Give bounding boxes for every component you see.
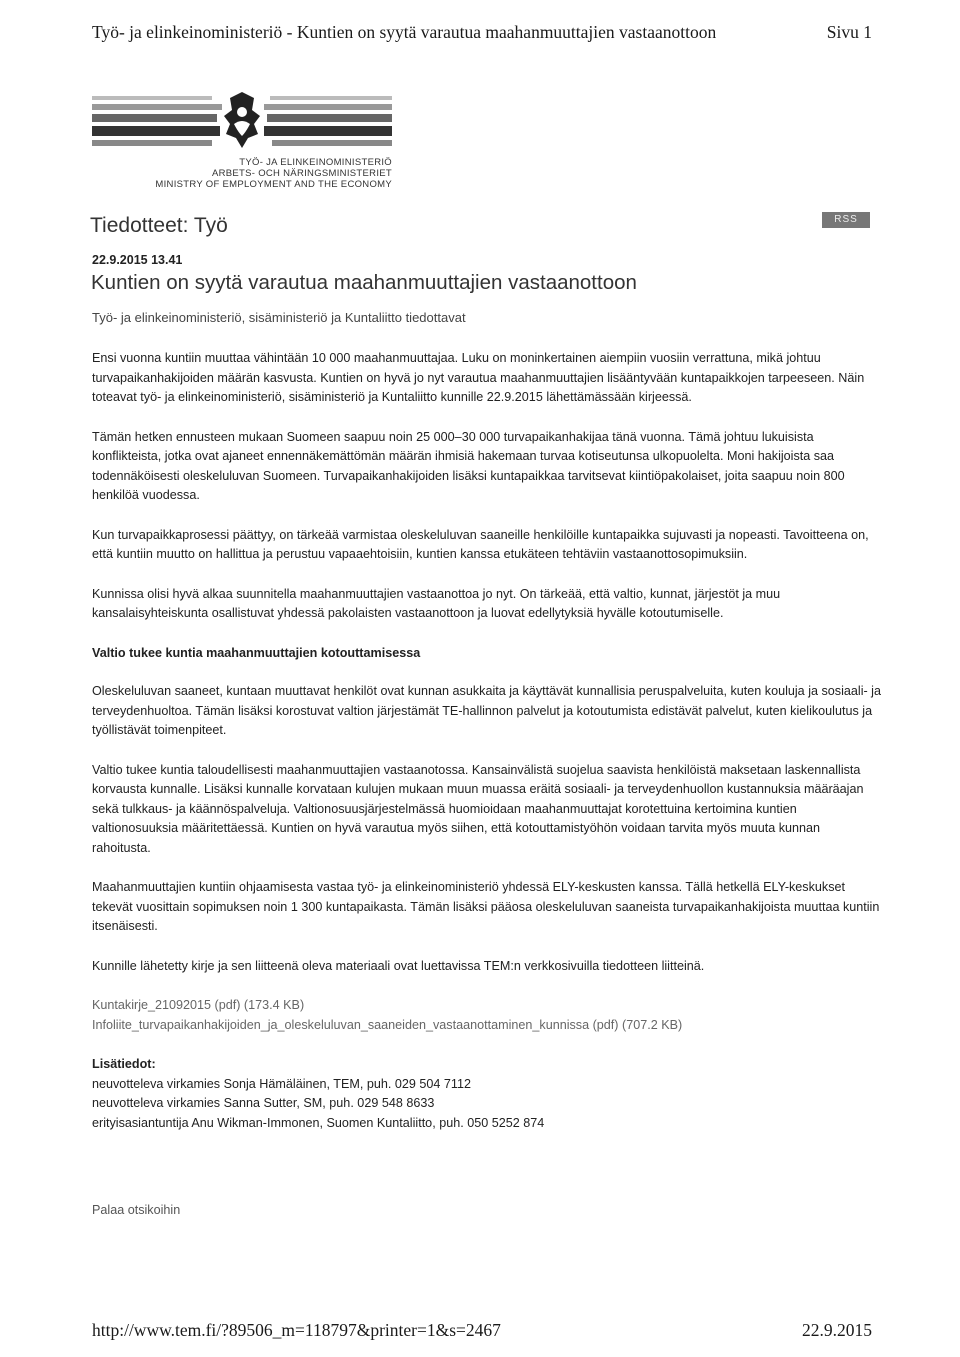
logo-line-sv: ARBETS- OCH NÄRINGSMINISTERIET xyxy=(211,168,392,179)
attachment-link-kuntakirje[interactable]: Kuntakirje_21092015 (pdf) (173.4 KB) xyxy=(92,998,305,1012)
paragraph: Valtio tukee kuntia taloudellisesti maahanmuuttajien vastaanotossa. Kansainvälistä suojelua saavista henkilöistä maksetaan laskennallista korvausta kunnalle. Lisäksi kunnalle korvataan kulujen mukaan muun muassa eräitä sosiaali- ja terveydenhuollon kustannuksia määräajan sekä tulkkaus- ja käännöspalveluja. Valtionosuusjärjestelmässä huomioidaan maahanmuuttajat korotettuina kertoimina kuntien valtionosuuksia määritettäessä. Kuntien on hyvä varautua myös siihen, että kotouttamistyöhön voidaan tarvita myös muuta kunnan rahoitusta. xyxy=(92,762,864,855)
paragraph: Tämän hetken ennusteen mukaan Suomeen saapuu noin 25 000–30 000 turvapaikanhakijaa tänä vuonna. Tämä johtuu lukuisista konflikteista, jotka ovat ajaneet ennennäkemättömän määrän ihmisiä hakemaan turvaa kotiseutunsa ulkopuolelta. Moni hakijoista saa todennäköisesti oleskeluluvan Suomeen. Turvapaikanhakijoiden lisäksi kuntapaikkaa tarvitsevat kiintiöpakolaiset, joita saapuu noin 800 henkilöä vuodessa. xyxy=(92,429,845,502)
contact-item: neuvotteleva virkamies Sanna Sutter, SM, puh. 029 548 8633 xyxy=(92,1096,435,1110)
attachment-list xyxy=(92,996,882,1035)
finnish-lion-crest-icon xyxy=(92,90,392,154)
logo-text xyxy=(92,157,392,190)
contacts-heading: Lisätiedot: xyxy=(92,1057,156,1071)
article-lead: Työ- ja elinkeinoministeriö, sisäministeriö ja Kuntaliitto tiedottavat xyxy=(92,310,466,325)
rss-icon[interactable]: RSS xyxy=(822,212,870,228)
logo-line-en: MINISTRY OF EMPLOYMENT AND THE ECONOMY xyxy=(155,179,392,190)
attachment-link-infoliite[interactable]: Infoliite_turvapaikanhakijoiden_ja_oleskeluluvan_saaneiden_vastaanottaminen_kunnissa (pdf) (707.2 KB) xyxy=(92,1017,683,1032)
print-header-page: Sivu 1 xyxy=(826,22,872,42)
ministry-logo[interactable] xyxy=(92,90,392,200)
paragraph: Oleskeluluvan saaneet, kuntaan muuttavat henkilöt ovat kunnan asukkaita ja käyttävät kunnallisia peruspalveluita, kuten kouluja ja sosiaali- ja terveydenhuoltoa. Tämän lisäksi korostuvat valtion järjestämät TE-hallinnon palvelut ja kotoutumista edistävät palvelut, kuten kielikoulutus ja työllistävät toimenpiteet. xyxy=(92,684,881,737)
print-footer xyxy=(92,1320,872,1341)
paragraph: Kun turvapaikkaprosessi päättyy, on tärkeää varmistaa oleskeluluvan saaneille henkilöille kuntapaikka sujuvasti ja nopeasti. Tavoitteena on, että kuntiin muutto on hallittua ja perustuu vapaaehtoisiin, kuntien kanssa etukäteen tehtäviin vastaanottosopimuksiin. xyxy=(92,527,869,561)
section-title: Tiedotteet: Työ xyxy=(90,214,228,237)
logo-line-fi: TYÖ- JA ELINKEINOMINISTERIÖ xyxy=(239,157,392,168)
article-subheading: Valtio tukee kuntia maahanmuuttajien kotouttamisessa xyxy=(92,645,421,660)
print-footer-date: 22.9.2015 xyxy=(802,1320,872,1340)
article-date: 22.9.2015 13.41 xyxy=(92,253,183,267)
contact-item: neuvotteleva virkamies Sonja Hämäläinen, TEM, puh. 029 504 7112 xyxy=(92,1076,471,1091)
article-title: Kuntien on syytä varautua maahanmuuttajien vastaanottoon xyxy=(91,271,637,294)
contact-list xyxy=(92,1075,882,1134)
paragraph: Maahanmuuttajien kuntiin ohjaamisesta vastaa työ- ja elinkeinoministeriö yhdessä ELY-keskusten kanssa. Tällä hetkellä ELY-keskukset tekevät vuosittain sopimuksen noin 1 300 kuntapaikasta. Tämän lisäksi pääosa oleskeluluvan saaneista turvapaikanhakijoista muuttaa kuntiin itsenäisesti. xyxy=(92,880,880,933)
back-to-headlines-link[interactable]: Palaa otsikoihin xyxy=(92,1203,181,1217)
contact-item: erityisasiantuntija Anu Wikman-Immonen, Suomen Kuntaliitto, puh. 050 5252 874 xyxy=(92,1115,545,1130)
paragraph: Kunnille lähetetty kirje ja sen liitteenä oleva materiaali ovat luettavissa TEM:n verkkosivuilla tiedotteen liitteinä. xyxy=(92,958,705,973)
article-body xyxy=(92,349,882,1133)
print-header-title: Työ- ja elinkeinoministeriö - Kuntien on syytä varautua maahanmuuttajien vastaanottoon xyxy=(92,22,717,42)
paragraph: Ensi vuonna kuntiin muuttaa vähintään 10 000 maahanmuuttajaa. Luku on moninkertainen aiempiin vuosiin verrattuna, mikä johtuu turvapaikanhakijoiden määrän kasvusta. Kuntien on hyvä jo nyt varautua maahanmuuttajien lisääntyvään kuntapaikkojen tarpeeseen. Näin toteavat työ- ja elinkeinoministeriö, sisäministeriö ja Kuntaliitto kunnille 22.9.2015 lähettämässään kirjeessä. xyxy=(92,351,865,404)
paragraph: Kunnissa olisi hyvä alkaa suunnitella maahanmuuttajien vastaanottoa jo nyt. On tärkeää, että valtio, kunnat, järjestöt ja muu kansalaisyhteiskunta osallistuvat yhdessä pakolaisten vastaanottoon ja luovat edellytyksiä hyvälle kotoutumiselle. xyxy=(92,586,781,620)
print-footer-url: http://www.tem.fi/?89506_m=118797&printer=1&s=2467 xyxy=(92,1320,501,1340)
print-header xyxy=(92,22,872,43)
